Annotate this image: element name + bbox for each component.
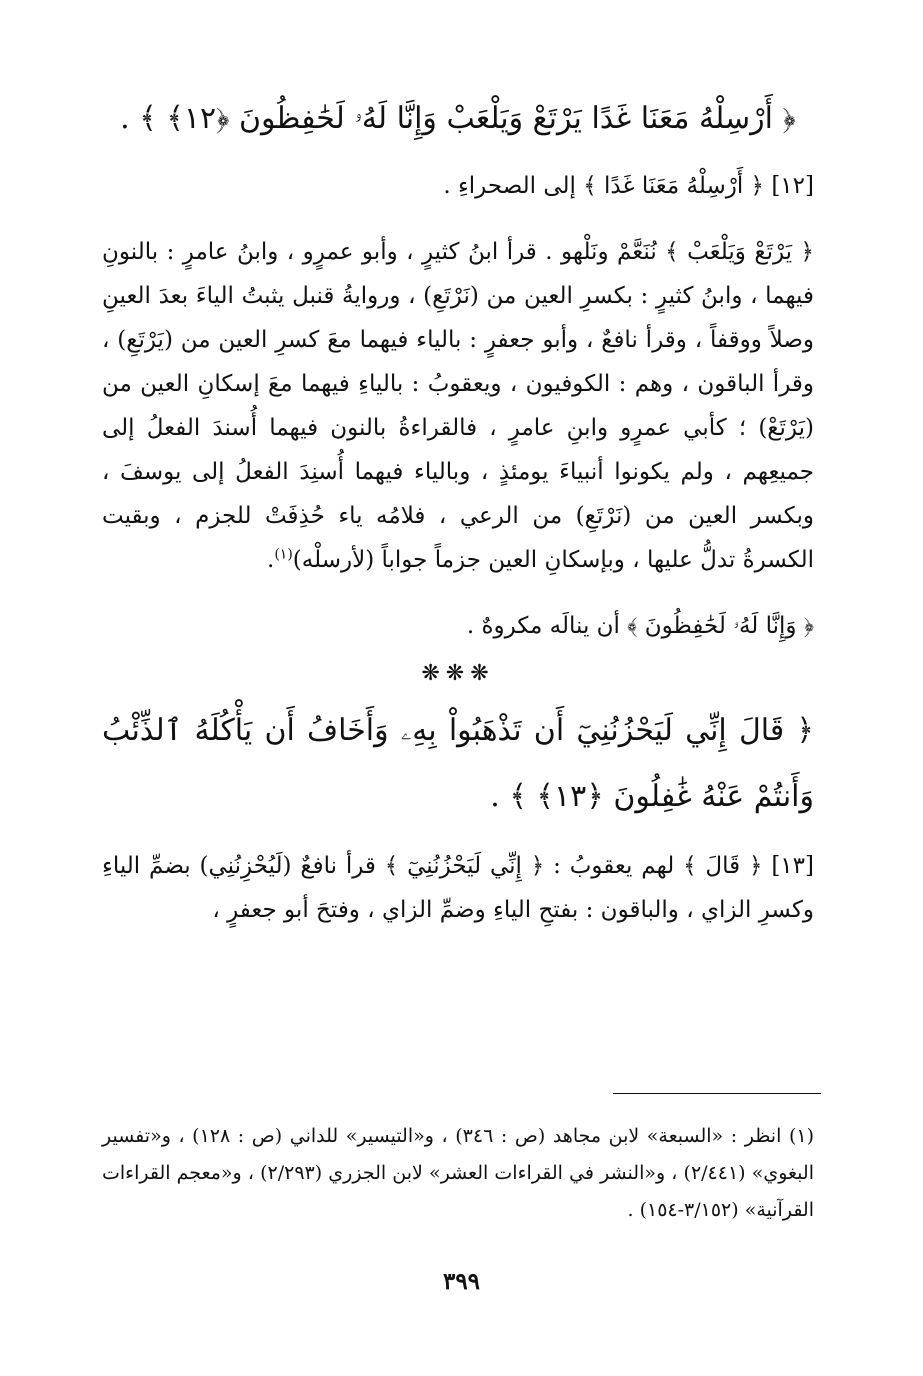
commentary-verse-13: [١٣] ﴿ قَالَ ﴾ لهم يعقوبُ : ﴿ إِنِّي لَيَحْزُنُنِيٓ ﴾ قرأ نافعٌ (لَيُحْزِنُنِي) بضمِّ الياءِ وكسرِ الزاي ، والباقون : بفتحِ الياءِ وضمِّ الزاي ، وفتحَ أبو جعفرٍ ، (102, 853, 814, 923)
commentary-yarta (102, 230, 814, 582)
footnote-ref-1[interactable]: (١) (274, 546, 293, 563)
footnote-1: (١) انظر : «السبعة» لابن مجاهد (ص : ٣٤٦) ، و«التيسير» للداني (ص : ١٢٨) ، و«تفسير البغوي» (٢/٤٤١) ، و«النشر في القراءات العشر» لابن الجزري (٢/٢٩٣) ، و«معجم القراءات القرآنية» (٣/١٥٢-١٥٤) . (102, 1125, 815, 1221)
quran-verse-12: ﴿ أَرْسِلْهُ مَعَنَا غَدًا يَرْتَعْ وَيَلْعَبْ وَإِنَّا لَهُۥ لَحَٰفِظُونَ ﴿١٢﴾ ﴾ . (120, 101, 796, 136)
footnote-divider (613, 1093, 821, 1094)
section-separator: ❋❋❋ (421, 661, 495, 686)
commentary-yarta-end: . (267, 547, 275, 573)
page-number: ٣٩٩ (442, 1268, 481, 1295)
commentary-hafizun: ﴿ وَإِنَّا لَهُۥ لَحَٰفِظُونَ ﴾ أن ينالَه مكروهٌ . (466, 613, 814, 639)
commentary-verse-12: [١٢] ﴿ أَرْسِلْهُ مَعَنَا غَدًا ﴾ إلى الصحراءِ . (443, 173, 814, 199)
quran-verse-13: ﴿ قَالَ إِنِّي لَيَحْزُنُنِيٓ أَن تَذْهَبُواْ بِهِۦ وَأَخَافُ أَن يَأْكُلَهُ ٱلذِّئْبُ وَأَنتُمْ عَنْهُ غَٰفِلُونَ ﴿١٣﴾ ﴾ . (102, 713, 814, 814)
commentary-yarta-text: ﴿ يَرْتَعْ وَيَلْعَبْ ﴾ نُنَعَّمْ ونَلْهو . قرأ ابنُ كثيرٍ ، وأبو عمرٍو ، وابنُ عامرٍ : بالنونِ فيهما ، وابنُ كثيرٍ : بكسرِ العين من (نَرْتَعِ) ، وروايةُ قنبل يثبتُ الياءَ بعدَ العينِ وصلاً ووقفاً ، وقرأ نافعٌ ، وأبو جعفرٍ : بالياء فيهما معَ كسرِ العين من (يَرْتَعِ) ، وقرأ الباقون ، وهم : الكوفيون ، ويعقوبُ : بالياءِ فيهما معَ إسكانِ العين من (يَرْتَعْ) ؛ كأبي عمرٍو وابنِ عامرٍ ، فالقراءةُ بالنون فيهما أُسندَ الفعلُ إلى جميعِهم ، ولم يكونوا أنبياءَ يومئذٍ ، وبالياء فيهما أُسنِدَ الفعلُ إلى يوسفَ ، وبكسر العين من (نَرْتَعِ) من الرعي ، فلامُه ياء حُذِفَتْ للجزم ، وبقيت الكسرةُ تدلُّ عليها ، وبإسكانِ العين جزماً جواباً (لأرسلْه) (102, 239, 814, 573)
page-body (102, 88, 814, 932)
